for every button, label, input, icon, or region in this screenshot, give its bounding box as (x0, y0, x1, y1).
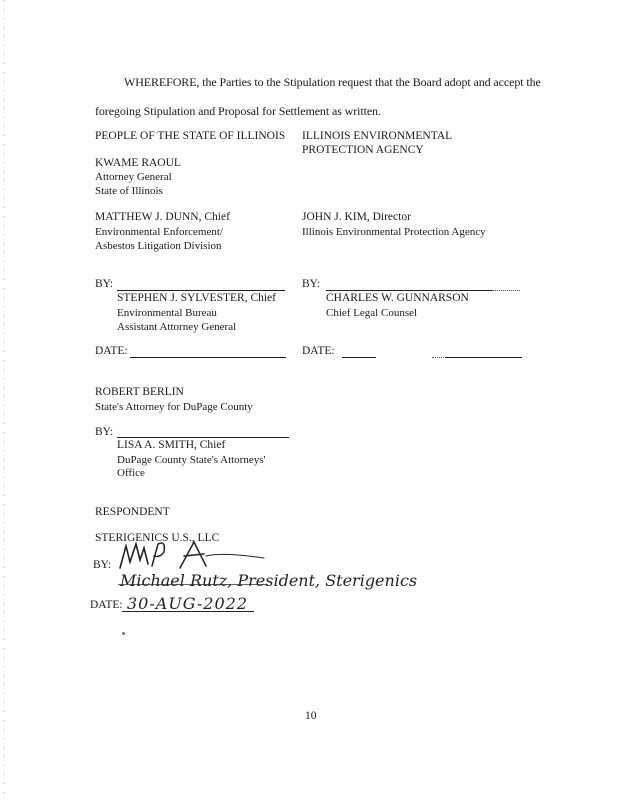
respondent-name-line (118, 584, 268, 585)
enforcement-chief-name: MATTHEW J. DUNN, Chief (95, 211, 230, 223)
scan-speck (122, 632, 125, 635)
respondent-handwritten-date: 30-AUG-2022 (127, 594, 249, 613)
intro-line-1: WHEREFORE, the Parties to the Stipulation request that the Board adopt and accept the (124, 75, 541, 89)
county-signer-name: LISA A. SMITH, Chief (117, 439, 226, 451)
left-signature-line (117, 290, 285, 291)
county-by-label: BY: (95, 426, 114, 438)
left-party-heading: PEOPLE OF THE STATE OF ILLINOIS (95, 130, 286, 142)
left-date-label: DATE: (95, 345, 128, 357)
respondent-company: STERIGENICS U.S., LLC (95, 532, 220, 544)
respondent-date-label: DATE: (90, 599, 123, 611)
epa-director-name: JOHN J. KIM, Director (302, 211, 411, 223)
attorney-general-name: KWAME RAOUL (95, 157, 181, 169)
attorney-general-title: Attorney General (95, 171, 172, 183)
enforcement-chief-title-2: Asbestos Litigation Division (95, 240, 222, 252)
left-signer-name: STEPHEN J. SYLVESTER, Chief (117, 292, 276, 304)
right-signer-name: CHARLES W. GUNNARSON (326, 292, 469, 304)
scan-margin-artifact (3, 0, 4, 800)
left-signer-title-1: Environmental Bureau (117, 307, 217, 319)
page-number: 10 (305, 710, 317, 722)
right-signer-title: Chief Legal Counsel (326, 307, 418, 319)
intro-line-2: foregoing Stipulation and Proposal for Settlement as written. (95, 104, 381, 118)
county-attorney-name: ROBERT BERLIN (95, 386, 184, 398)
county-attorney-title: State's Attorney for DuPage County (95, 401, 253, 413)
respondent-handwritten-name: Michael Rutz, President, Sterigenics (120, 571, 418, 590)
right-party-heading-2: PROTECTION AGENCY (302, 144, 424, 156)
right-date-line-a (342, 357, 376, 358)
right-date-label: DATE: (302, 345, 335, 357)
county-signer-title-2: Office (117, 467, 145, 479)
left-by-label: BY: (95, 278, 114, 290)
attorney-general-state: State of Illinois (95, 185, 163, 197)
respondent-signature (114, 538, 274, 574)
enforcement-chief-title-1: Environmental Enforcement/ (95, 226, 223, 238)
right-party-heading-1: ILLINOIS ENVIRONMENTAL (302, 130, 453, 142)
respondent-label: RESPONDENT (95, 506, 170, 518)
respondent-date-line (122, 611, 254, 612)
right-by-label: BY: (302, 278, 321, 290)
right-date-line-b (432, 357, 446, 358)
respondent-by-label: BY: (93, 559, 112, 571)
right-signature-line (326, 290, 492, 291)
epa-director-title: Illinois Environmental Protection Agency (302, 226, 486, 238)
county-signature-line (117, 437, 289, 438)
left-signer-title-2: Assistant Attorney General (117, 321, 237, 333)
right-date-line-c (446, 357, 522, 358)
county-signer-title-1: DuPage County State's Attorneys' (117, 454, 266, 466)
left-date-line (130, 357, 286, 358)
right-signature-line-tail (492, 290, 520, 291)
